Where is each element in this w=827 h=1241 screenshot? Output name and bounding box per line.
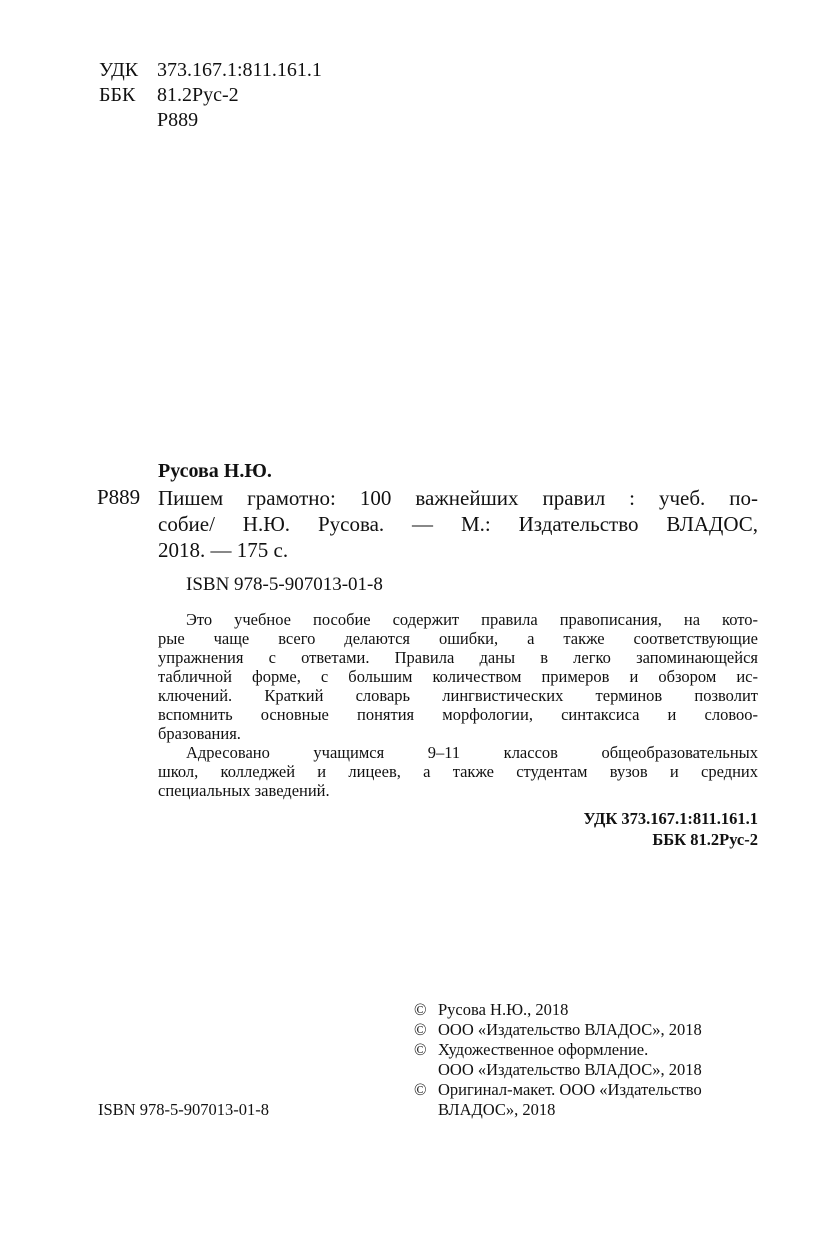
isbn-main: ISBN 978-5-907013-01-8 (186, 574, 383, 595)
abstract-line: Адресовано учащимся 9–11 классов общеобразовательных (186, 743, 758, 762)
catalog-mark: Р889 (97, 485, 141, 509)
abstract-line: специальных заведений. (158, 781, 330, 800)
description-line: Пишем грамотно: 100 важнейших правил : учеб. по- (158, 486, 758, 510)
copyright-item (414, 1020, 702, 1040)
copyright-block (414, 1000, 702, 1120)
abstract-line: упражнения с ответами. Правила даны в легко запоминающейся (158, 648, 758, 667)
copyright-icon: © (414, 1000, 427, 1019)
copyright-line: ВЛАДОС», 2018 (438, 1100, 556, 1119)
description-line: 2018. — 175 с. (158, 538, 289, 562)
bbk-bottom: ББК 81.2Рус-2 (652, 830, 758, 849)
abstract (158, 610, 758, 800)
copyright-icon: © (414, 1080, 427, 1099)
copyright-item (414, 1000, 702, 1020)
udk-bottom: УДК 373.167.1:811.161.1 (583, 809, 758, 828)
copyright-item (414, 1080, 702, 1120)
author-mark-row (99, 108, 322, 133)
abstract-line: вспомнить основные понятия морфологии, синтаксиса и словоо- (158, 705, 758, 724)
udk-row (99, 58, 322, 83)
author-heading: Русова Н.Ю. (158, 460, 272, 482)
isbn-bottom: ISBN 978-5-907013-01-8 (98, 1100, 269, 1119)
copyright-line: ООО «Издательство ВЛАДОС», 2018 (438, 1060, 702, 1079)
copyright-line: Русова Н.Ю., 2018 (438, 1000, 569, 1019)
abstract-line: Это учебное пособие содержит правила правописания, на кото- (186, 610, 758, 629)
copyright-item (414, 1040, 702, 1080)
author-mark: Р889 (157, 109, 199, 131)
bbk-value: 81.2Рус-2 (157, 84, 239, 106)
description-line: собие/ Н.Ю. Русова. — М.: Издательство ВЛАДОС, (158, 512, 758, 536)
udk-value: 373.167.1:811.161.1 (157, 59, 322, 81)
abstract-line: школ, колледжей и лицеев, а также студентам вузов и средних (158, 762, 758, 781)
abstract-line: табличной форме, с большим количеством примеров и обзором ис- (158, 667, 758, 686)
classification-block (99, 58, 322, 133)
classification-bottom (584, 808, 758, 850)
copyright-line: Художественное оформление. (438, 1040, 649, 1059)
copyright-icon: © (414, 1040, 427, 1059)
bibliographic-description (158, 485, 758, 563)
abstract-line: рые чаще всего делаются ошибки, а также соответствующие (158, 629, 758, 648)
bbk-row (99, 83, 322, 108)
abstract-line: ключений. Краткий словарь лингвистических терминов позволит (158, 686, 758, 705)
copyright-line: ООО «Издательство ВЛАДОС», 2018 (438, 1020, 702, 1039)
abstract-line: бразования. (158, 724, 241, 743)
copyright-line: Оригинал-макет. ООО «Издательство (438, 1080, 702, 1099)
copyright-icon: © (414, 1020, 427, 1039)
udk-label: УДК (99, 59, 139, 81)
bbk-label: ББК (99, 84, 136, 106)
